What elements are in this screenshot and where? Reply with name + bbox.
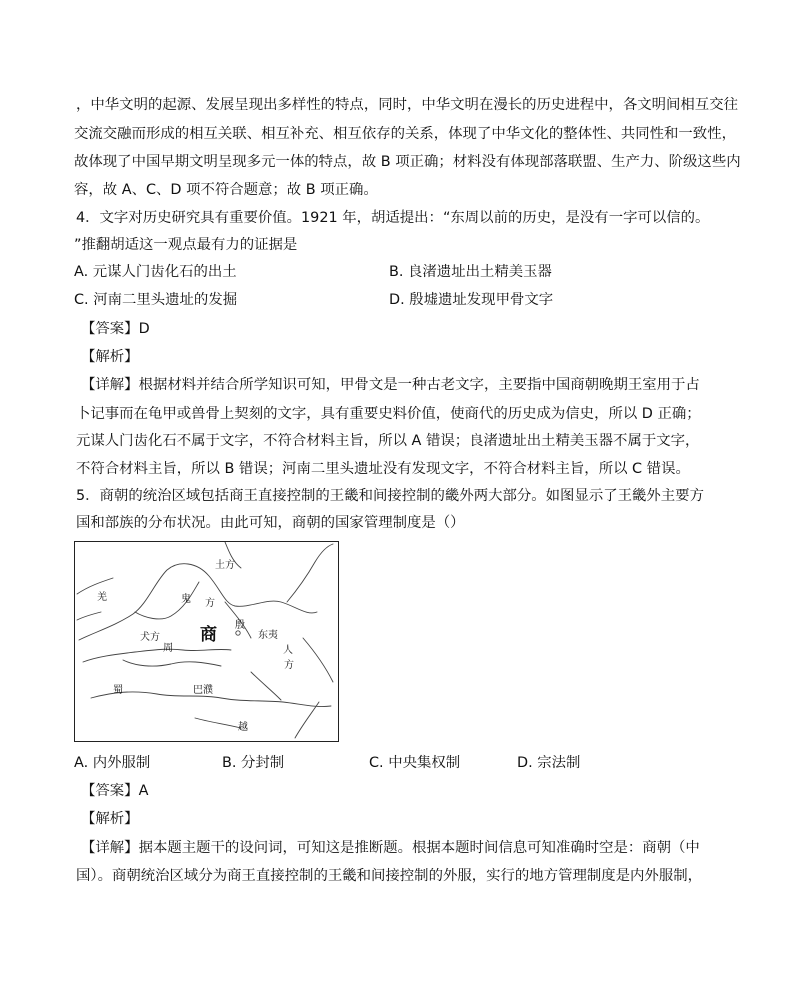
map-label-ren: 人	[283, 645, 293, 656]
q5-analysis-label: 【解析】	[81, 811, 139, 827]
q4-detail-line: 元谋人门齿化石不属于文字，不符合材料主旨，所以 A 错误；良渚遗址出土精美玉器不属于文字，	[76, 433, 700, 449]
q5-stem: 国和部族的分布状况。由此可知，商朝的国家管理制度是（）	[76, 515, 465, 531]
map-label-tufang: 土方	[215, 560, 235, 571]
q4-stem: 4．文字对历史研究具有重要价值。1921 年，胡适提出：“东周以前的历史，是没有一字可以信的。	[76, 210, 710, 226]
map-label-quanfang: 犬方	[140, 632, 160, 643]
paragraph-line: 容，故 A、C、D 项不符合题意；故 B 项正确。	[74, 182, 378, 198]
q5-option-b: B. 分封制	[222, 755, 285, 771]
q5-option-c: C. 中央集权制	[369, 755, 461, 771]
q5-detail-line: 【详解】据本题主题干的设问词，可知这是推断题。根据本题时间信息可知准确时空是：商朝（中	[81, 840, 700, 856]
q4-option-b: B. 良渚遗址出土精美玉器	[389, 264, 552, 280]
q4-option-c: C. 河南二里头遗址的发掘	[74, 292, 238, 308]
q5-answer: 【答案】A	[81, 783, 149, 799]
map-label-shu: 蜀	[113, 685, 123, 696]
q4-option-a: A. 元谋人门齿化石的出土	[74, 264, 237, 280]
map-label-fang: 方	[205, 598, 215, 609]
map-label-zhou: 周	[163, 643, 173, 654]
q4-analysis-label: 【解析】	[81, 349, 139, 365]
q4-detail-line: 【详解】根据材料并结合所学知识可知，甲骨文是一种古老文字，主要指中国商朝晚期王室用于占	[81, 377, 700, 393]
q4-detail-line: 不符合材料主旨，所以 B 错误；河南二里头遗址没有发现文字，不符合材料主旨，所以 C 错误。	[76, 461, 690, 477]
q4-detail-line: 卜记事而在龟甲或兽骨上契刻的文字，具有重要史料价值，使商代的历史成为信史，所以 D 正确；	[76, 406, 701, 422]
q4-option-d: D. 殷墟遗址发现甲骨文字	[389, 292, 554, 308]
map-label-qiang: 羌	[97, 592, 107, 603]
paragraph-line: ，中华文明的起源、发展呈现出多样性的特点，同时，中华文明在漫长的历史进程中，各文明间相互交往	[76, 97, 738, 113]
map-label-ren-fang: 方	[284, 660, 294, 671]
paragraph-line: 故体现了中国早期文明呈现多元一体的特点，故 B 项正确；材料没有体现部落联盟、生产力、阶级这些内	[74, 154, 741, 170]
map-label-shang: 商	[200, 625, 217, 645]
q5-option-a: A. 内外服制	[74, 755, 151, 771]
q5-stem: 5．商朝的统治区域包括商王直接控制的王畿和间接控制的畿外两大部分。如图显示了王畿外主要方	[76, 488, 704, 504]
paragraph-line: 交流交融而形成的相互关联、相互补充、相互依存的关系，体现了中华文化的整体性、共同性和一致性，	[74, 126, 736, 142]
map-label-yin: 殷	[235, 620, 245, 631]
q4-answer: 【答案】D	[81, 321, 150, 337]
q5-option-d: D. 宗法制	[517, 755, 581, 771]
map-label-gui: 鬼	[181, 594, 191, 605]
map-label-bapu: 巴濮	[193, 685, 213, 696]
shang-map	[74, 541, 339, 742]
q5-detail-line: 国）。商朝统治区域分为商王直接控制的王畿和间接控制的外服，实行的地方管理制度是内外服制，	[76, 868, 702, 884]
map-label-dongyi: 东夷	[258, 630, 278, 641]
q4-stem: ”推翻胡适这一观点最有力的证据是	[74, 237, 298, 253]
map-label-yue: 越	[238, 722, 248, 733]
